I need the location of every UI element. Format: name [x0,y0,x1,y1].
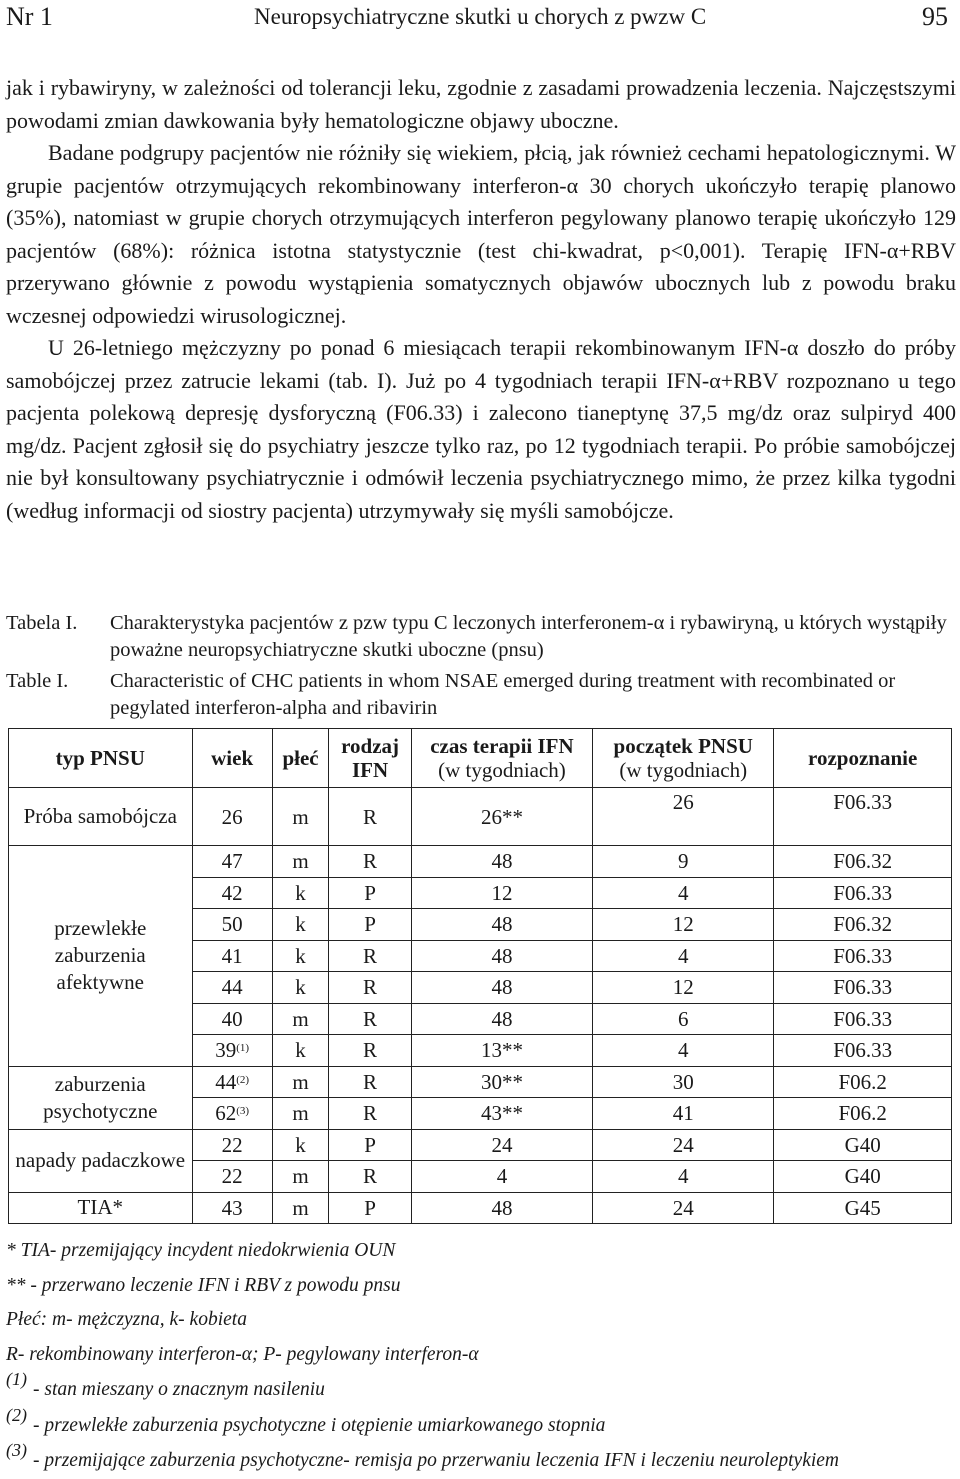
cell-czas-value: 48 [491,849,513,874]
cell-rozpoznanie [774,846,952,878]
cell-rodzaj [329,877,411,909]
cell-czas-value: 12 [491,880,513,905]
footnote-text: * TIA- przemijający incydent niedokrwienia OUN [6,1240,396,1261]
cell-poczatek [593,972,774,1004]
cell-czas [411,1066,592,1098]
cell-rodzaj-value: P [364,880,376,905]
cell-rodzaj [329,1129,411,1161]
cell-czas-value: 26** [480,804,523,829]
cell-poczatek-value: 26 [672,790,694,814]
cell-poczatek [593,1192,774,1224]
cell-plec-value: k [295,1132,306,1157]
table-footnotes [6,1234,956,1479]
footnote-text: R- rekombinowany interferon-α; P- pegylowany interferon-α [6,1343,479,1365]
cell-poczatek-value: 4 [677,880,689,905]
caption-text: Charakterystyka pacjentów z pzw typu C leczonych interferonem-α i rybawiryną, u których wystąpiły poważne neuropsychiatryczne skutki uboczne (pnsu) [110,612,947,661]
cell-plec-value: m [292,1195,309,1220]
cell-czas-value: 48 [491,912,513,937]
cell-poczatek [593,1003,774,1035]
footnote-marker: (3) [236,1105,250,1118]
cell-rozpoznanie-value: F06.33 [833,1038,893,1063]
header-czas [411,729,592,788]
cell-wiek-value: 44 [221,975,243,1000]
footnote-text: Płeć: m- mężczyzna, k- kobieta [6,1309,247,1330]
group-psychotyczne: zaburzenia psychotyczne [9,1066,193,1129]
paragraph: jak i rybawiryny, w zależności od tolerancji leku, zgodnie z zasadami prowadzenia leczenia. Najczęstszymi powodami zmian dawkowania były hematologiczne objawy uboczne. [6,75,956,133]
cell-wiek-value: 62 [215,1101,237,1126]
table-row [9,788,952,846]
table-row [9,1192,952,1224]
cell-plec-value: m [292,804,309,829]
cell-rozpoznanie-value: F06.33 [833,790,893,814]
table-body [9,788,952,1224]
cell-rodzaj [329,788,411,846]
cell-rodzaj [329,846,411,878]
cell-plec-value: m [292,849,309,874]
cell-rozpoznanie [774,972,952,1004]
cell-plec [272,1098,329,1130]
cell-plec-value: m [292,1164,309,1189]
cell-wiek [192,1192,272,1224]
cell-rodzaj [329,940,411,972]
footnote-number: (3) [6,1440,27,1460]
header-plec: płeć [272,729,329,788]
cell-poczatek [593,1161,774,1193]
header-rodzaj [329,729,411,788]
footnote-number: (1) [6,1369,27,1389]
cell-rodzaj-value: P [364,1195,376,1220]
cell-wiek-value: 22 [221,1132,243,1157]
cell-wiek [192,1161,272,1193]
cell-czas [411,788,592,846]
cell-rodzaj-value: R [363,804,378,829]
cell-poczatek-value: 4 [677,1164,689,1189]
cell-czas-value: 48 [491,943,513,968]
cell-wiek-value: 42 [221,880,243,905]
caption-label: Tabela I. [6,612,78,634]
cell-poczatek-value: 4 [677,943,689,968]
group-tia: TIA* [9,1192,193,1224]
cell-wiek [192,1035,272,1067]
header-czas-line1: czas terapii IFN [430,734,574,758]
cell-plec [272,1129,329,1161]
cell-wiek-value: 41 [221,943,243,968]
cell-rodzaj-value: R [363,1006,378,1031]
table-caption-en [6,668,956,724]
cell-rozpoznanie [774,940,952,972]
cell-wiek [192,846,272,878]
cell-czas-value: 48 [491,1195,513,1220]
cell-rozpoznanie [774,877,952,909]
cell-wiek-value: 22 [221,1164,243,1189]
footnote [6,1234,956,1269]
cell-poczatek-value: 41 [672,1101,694,1126]
cell-rozpoznanie-value: G40 [844,1132,881,1157]
cell-rodzaj-value: R [363,1038,378,1063]
cell-plec [272,1192,329,1224]
running-header [6,2,952,32]
cell-rozpoznanie [774,1098,952,1130]
cell-poczatek [593,1098,774,1130]
paragraph: U 26-letniego mężczyzny po ponad 6 miesiącach terapii rekombinowanym IFN-α doszło do próby samobójczej przez zatrucie lekami (tab. I). Już po 4 tygodniach terapii IFN-α+RBV rozpoznano u tego pacjenta polekową depresję dysforyczną (F06.33) i zalecono tianeptynę 37,5 mg/dz oraz sulpiryd 400 mg/dz. Pacjent zgłosił się do psychiatry jeszcze tylko raz, po 12 tygodniach terapii. Po próbie samobójczej nie był konsultowany psychiatrycznie i odmówił leczenia psychiatrycznego mimo, że przez kilka tygodni (według informacji od siostry pacjenta) utrzymywały się myśli samobójcze. [6,335,956,523]
cell-wiek [192,1098,272,1130]
cell-rozpoznanie-value: F06.32 [833,849,893,874]
cell-poczatek-value: 12 [672,975,694,1000]
cell-czas-value: 48 [491,975,513,1000]
cell-rozpoznanie-value: F06.33 [833,1006,893,1031]
footnote [6,1303,956,1338]
cell-czas [411,1161,592,1193]
cell-plec [272,1003,329,1035]
cell-rodzaj-value: R [363,1069,378,1094]
cell-rodzaj [329,1161,411,1193]
cell-rodzaj-value: R [363,975,378,1000]
cell-rozpoznanie-value: F06.33 [833,880,893,905]
footnote-marker: (1) [236,1042,250,1055]
header-wiek: wiek [192,729,272,788]
cell-plec-value: k [295,912,306,937]
footnote [6,1404,956,1444]
cell-wiek-value: 43 [221,1195,243,1220]
cell-czas-value: 24 [491,1132,513,1157]
cell-plec [272,877,329,909]
cell-wiek [192,972,272,1004]
cell-wiek-value: 39 [215,1038,237,1063]
cell-wiek [192,788,272,846]
cell-plec-value: m [292,1069,309,1094]
cell-rozpoznanie [774,909,952,941]
cell-poczatek [593,877,774,909]
cell-czas-value: 13** [480,1038,523,1063]
cell-plec [272,788,329,846]
cell-rodzaj [329,1003,411,1035]
caption-text: Characteristic of CHC patients in whom NSAE emerged during treatment with recombinated or pegylated interferon-alpha and ribavirin [110,670,896,719]
cell-czas-value: 4 [496,1164,508,1189]
group-proba: Próba samobójcza [9,788,193,846]
cell-poczatek-value: 24 [672,1195,694,1220]
table-row [9,1129,952,1161]
header-poczatek [593,729,774,788]
cell-plec [272,846,329,878]
cell-wiek-value: 26 [221,804,243,829]
cell-rodzaj-value: R [363,943,378,968]
table-row [9,846,952,878]
cell-rodzaj-value: P [364,1132,376,1157]
table-caption-pl [6,610,956,666]
table-header-row [9,729,952,788]
cell-rodzaj-value: R [363,1101,378,1126]
cell-poczatek-value: 12 [672,912,694,937]
cell-rozpoznanie-value: F06.32 [833,912,893,937]
cell-czas [411,1003,592,1035]
cell-wiek-value: 40 [221,1006,243,1031]
cell-rodzaj [329,1035,411,1067]
footnote-text: - przewlekłe zaburzenia psychotyczne i otępienie umiarkowanego stopnia [33,1414,606,1436]
cell-czas [411,846,592,878]
cell-plec [272,972,329,1004]
cell-poczatek [593,909,774,941]
cell-czas [411,972,592,1004]
cell-rodzaj [329,1098,411,1130]
cell-rodzaj [329,909,411,941]
cell-rozpoznanie-value: G40 [844,1164,881,1189]
footnote-text: - przemijające zaburzenia psychotyczne- remisja po przerwaniu leczenia IFN i leczeniu neuroleptykiem [33,1450,840,1471]
cell-rozpoznanie-value: F06.33 [833,975,893,1000]
cell-rozpoznanie [774,788,952,846]
footnote-text: ** - przerwano leczenie IFN i RBV z powodu pnsu [6,1274,401,1296]
header-rodzaj-line2: IFN [351,758,389,782]
running-title: Neuropsychiatryczne skutki u chorych z pwzw C [254,4,707,29]
footnote-marker: (2) [236,1073,250,1086]
footnote-number: (2) [6,1404,27,1425]
cell-czas [411,1192,592,1224]
cell-plec [272,909,329,941]
cell-rodzaj-value: P [364,912,376,937]
cell-wiek [192,877,272,909]
cell-poczatek [593,940,774,972]
cell-wiek [192,1066,272,1098]
cell-poczatek-value: 30 [672,1069,694,1094]
cell-poczatek [593,1066,774,1098]
cell-rozpoznanie [774,1066,952,1098]
group-przewlekle: przewlekłe zaburzenia afektywne [9,846,193,1067]
cell-rozpoznanie-value: G45 [844,1195,881,1220]
cell-poczatek [593,788,774,846]
cell-wiek [192,909,272,941]
cell-plec-value: k [295,943,306,968]
caption-label: Table I. [6,670,69,692]
header-typ: typ PNSU [9,729,193,788]
cell-plec-value: k [295,1038,306,1063]
cell-czas [411,909,592,941]
cell-rodzaj-value: R [363,849,378,874]
cell-poczatek [593,1035,774,1067]
header-rodzaj-line1: rodzaj [341,734,400,758]
cell-czas [411,1098,592,1130]
table-row [9,1066,952,1098]
cell-rozpoznanie [774,1003,952,1035]
header-czas-line2: (w tygodniach) [438,758,566,782]
cell-rozpoznanie-value: F06.2 [838,1069,887,1094]
cell-rozpoznanie-value: F06.2 [838,1101,887,1126]
cell-czas [411,1129,592,1161]
cell-plec-value: m [292,1101,309,1126]
footnote-text: - stan mieszany o znacznym nasileniu [33,1379,325,1400]
cell-czas-value: 43** [480,1101,523,1126]
footnote [6,1440,956,1479]
cell-czas [411,877,592,909]
cell-rozpoznanie-value: F06.33 [833,943,893,968]
cell-rozpoznanie [774,1129,952,1161]
cell-plec-value: k [295,975,306,1000]
header-poczatek-line2: (w tygodniach) [619,758,748,782]
issue-number: Nr 1 [6,2,53,31]
patients-table [8,728,952,1224]
paragraph: Badane podgrupy pacjentów nie różniły się wiekiem, płcią, jak również cechami hepatologicznymi. W grupie pacjentów otrzymujących rekombinowany interferon-α 30 chorych ukończyło terapię planowo (35%), natomiast w grupie chorych otrzymujących interferon pegylowany planowo terapię ukończyło 129 pacjentów (68%): różnica istotna statystycznie (test chi-kwadrat, p<0,001). Terapię IFN-α+RBV przerywano głównie z powodu wystąpienia somatycznych objawów ubocznych lub z powodu braku wczesnej odpowiedzi wirusologicznej. [6,140,956,328]
cell-czas [411,1035,592,1067]
cell-plec [272,940,329,972]
cell-rozpoznanie [774,1035,952,1067]
footnote [6,1369,956,1408]
cell-wiek [192,1003,272,1035]
cell-poczatek [593,846,774,878]
cell-czas [411,940,592,972]
cell-plec [272,1035,329,1067]
page-number: 95 [922,2,948,31]
cell-plec-value: m [292,1006,309,1031]
cell-wiek-value: 44 [215,1069,237,1094]
cell-wiek-value: 50 [221,912,243,937]
group-napady: napady padaczkowe [9,1129,193,1192]
footnote [6,1269,956,1304]
cell-plec-value: k [295,880,306,905]
cell-poczatek-value: 6 [677,1006,689,1031]
header-poczatek-line1: początek PNSU [613,734,753,758]
cell-rodzaj [329,1066,411,1098]
cell-poczatek-value: 4 [677,1038,689,1063]
cell-wiek [192,940,272,972]
cell-wiek [192,1129,272,1161]
cell-plec [272,1066,329,1098]
footnote [6,1338,956,1373]
body-text [6,72,956,527]
cell-rodzaj [329,972,411,1004]
cell-czas-value: 30** [480,1069,523,1094]
cell-rozpoznanie [774,1192,952,1224]
header-rozpoznanie: rozpoznanie [774,729,952,788]
cell-plec [272,1161,329,1193]
cell-wiek-value: 47 [221,849,243,874]
cell-czas-value: 48 [491,1006,513,1031]
cell-rodzaj-value: R [363,1164,378,1189]
cell-poczatek [593,1129,774,1161]
cell-poczatek-value: 24 [672,1132,694,1157]
cell-rozpoznanie [774,1161,952,1193]
cell-poczatek-value: 9 [677,849,689,874]
cell-rodzaj [329,1192,411,1224]
